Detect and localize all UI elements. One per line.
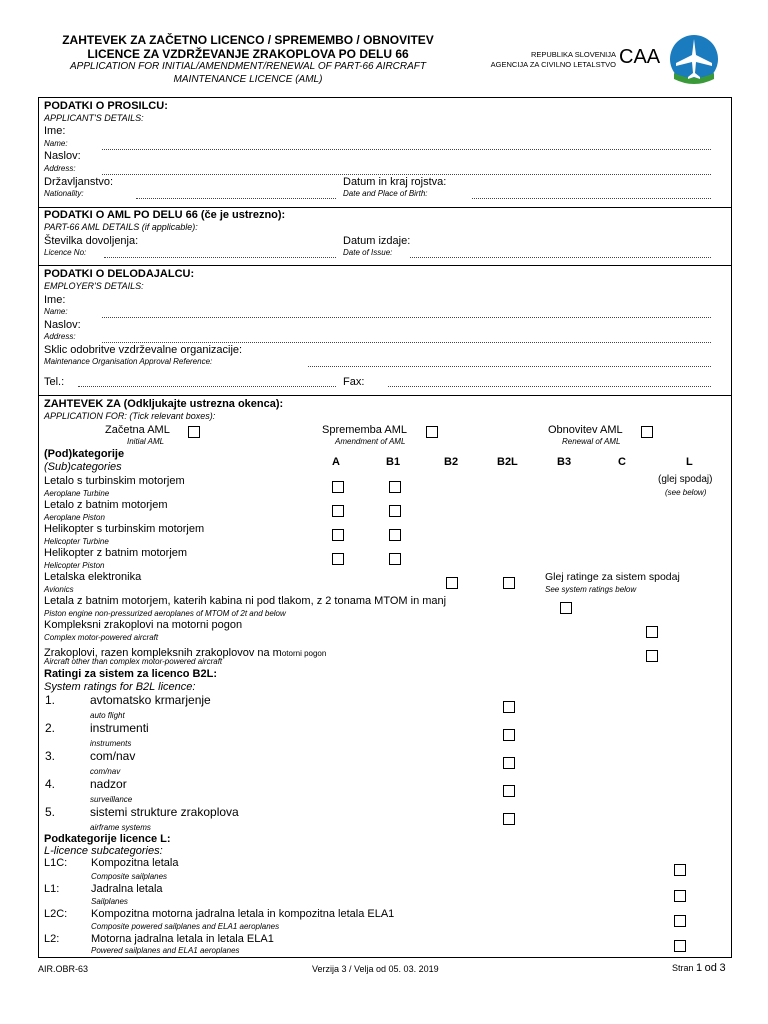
b2l-item-label-en: instruments bbox=[90, 739, 132, 748]
birth-field[interactable] bbox=[472, 198, 711, 199]
row-aeroplane-turbine-label-en: Aeroplane Turbine bbox=[44, 489, 110, 498]
b2l-item-number: 1. bbox=[45, 693, 56, 707]
row-avionics-label-en: Avionics bbox=[44, 585, 74, 594]
applicant-name-field[interactable] bbox=[102, 149, 711, 150]
employer-address-field[interactable] bbox=[102, 342, 711, 343]
row-avionics-label: Letalska elektronika bbox=[44, 571, 142, 583]
b2l-item-label: avtomatsko krmarjenje bbox=[90, 693, 211, 707]
issue-date-field[interactable] bbox=[410, 257, 711, 258]
a-helicopter-piston-checkbox[interactable] bbox=[332, 553, 344, 565]
b2l-item-label: com/nav bbox=[90, 749, 136, 763]
column-header-b2l: B2L bbox=[497, 456, 518, 468]
nationality-field[interactable] bbox=[136, 198, 336, 199]
b2l-item-label: nadzor bbox=[90, 777, 127, 791]
row-other-aircraft-label: Zrakoplovi, razen kompleksnih zrakoplovov na motorni pogon bbox=[44, 647, 327, 659]
a-aeroplane-turbine-checkbox[interactable] bbox=[332, 481, 344, 493]
applicant-address-label: Naslov: bbox=[44, 150, 81, 162]
l-sub-code: L1C: bbox=[44, 857, 68, 869]
employer-name-label: Ime: bbox=[44, 294, 66, 306]
employer-address-label-en: Address: bbox=[44, 332, 76, 341]
see-below-label-en: (see below) bbox=[665, 488, 707, 497]
b2l-title: Ratingi za sistem za licenco B2L: bbox=[44, 668, 217, 680]
b2l-item-label-en: surveillance bbox=[90, 795, 133, 804]
tel-field[interactable] bbox=[78, 386, 336, 387]
issue-date-label: Datum izdaje: bbox=[343, 235, 411, 247]
b2l-item-number: 4. bbox=[45, 777, 56, 791]
column-header-l: L bbox=[686, 456, 693, 468]
b1-helicopter-piston-checkbox[interactable] bbox=[389, 553, 401, 565]
column-header-a: A bbox=[332, 456, 340, 468]
row-aeroplane-turbine-label: Letalo s turbinskim motorjem bbox=[44, 475, 185, 487]
b2l-instruments-checkbox[interactable] bbox=[503, 729, 515, 741]
employer-title: PODATKI O DELODAJALCU: bbox=[44, 268, 195, 280]
row-other-aircraft-label-en: Aircraft other than complex motor-powered aircraft bbox=[44, 657, 223, 666]
b2l-item-number: 3. bbox=[45, 749, 56, 763]
applicant-name-label: Ime: bbox=[44, 125, 66, 137]
subtitle-line-2: MAINTENANCE LICENCE (AML) bbox=[173, 74, 323, 85]
column-header-b1: B1 bbox=[386, 456, 401, 468]
l1-checkbox[interactable] bbox=[674, 890, 686, 902]
row-aeroplane-piston-label-en: Aeroplane Piston bbox=[44, 513, 105, 522]
initial-aml-label-en: Initial AML bbox=[127, 437, 165, 446]
licence-no-label: Številka dovoljenja: bbox=[44, 235, 139, 247]
row-complex-aircraft-label: Kompleksni zrakoplovi na motorni pogon bbox=[44, 619, 243, 631]
version-label: Verzija 3 / Velja od 05. 03. 2019 bbox=[312, 964, 439, 974]
subcategories-title: (Pod)kategorije bbox=[44, 448, 125, 460]
row-helicopter-turbine-label: Helikopter s turbinskim motorjem bbox=[44, 523, 205, 535]
employer-title-en: EMPLOYER'S DETAILS: bbox=[44, 281, 144, 291]
applicant-name-label-en: Name: bbox=[44, 139, 68, 148]
logo-text: CAA bbox=[619, 46, 661, 68]
aml-title-en: PART-66 AML DETAILS (if applicable): bbox=[44, 222, 198, 232]
logo-line-2: AGENCIJA ZA CIVILNO LETALSTVO bbox=[490, 60, 616, 69]
l-sub-label: Motorna jadralna letala in letala ELA1 bbox=[91, 933, 274, 945]
application-title-en: APPLICATION FOR: (Tick relevant boxes): bbox=[44, 411, 216, 421]
employer-name-field[interactable] bbox=[102, 317, 711, 318]
row-complex-aircraft-label-en: Complex motor-powered aircraft bbox=[44, 633, 159, 642]
approval-ref-label-en: Maintenance Organisation Approval Reference: bbox=[44, 357, 213, 366]
birth-label: Datum in kraj rojstva: bbox=[343, 176, 447, 188]
renew-aml-label: Obnovitev AML bbox=[548, 424, 623, 436]
l-sub-label: Kompozitna letala bbox=[91, 857, 179, 869]
l-sub-label: Kompozitna motorna jadralna letala in kompozitna letala ELA1 bbox=[91, 908, 395, 920]
b2l-airframe-systems-checkbox[interactable] bbox=[503, 813, 515, 825]
issue-date-label-en: Date of Issue: bbox=[343, 248, 393, 257]
licence-no-field[interactable] bbox=[104, 257, 336, 258]
l2-checkbox[interactable] bbox=[674, 940, 686, 952]
section-divider bbox=[38, 395, 732, 396]
row-helicopter-turbine-label-en: Helicopter Turbine bbox=[44, 537, 109, 546]
system-note-label: Glej ratinge za sistem spodaj bbox=[545, 571, 680, 583]
form-id: AIR.OBR-63 bbox=[38, 964, 89, 974]
fax-label: Fax: bbox=[343, 376, 365, 388]
b2l-item-label: sistemi strukture zrakoplova bbox=[90, 805, 239, 819]
l-sub-label: Jadralna letala bbox=[91, 883, 163, 895]
b1-helicopter-turbine-checkbox[interactable] bbox=[389, 529, 401, 541]
licence-no-label-en: Licence No: bbox=[44, 248, 87, 257]
renew-aml-label-en: Renewal of AML bbox=[562, 437, 621, 446]
subtitle-line-1: APPLICATION FOR INITIAL/AMENDMENT/RENEWAL OF PART-66 AIRCRAFT bbox=[70, 61, 426, 72]
l-sub-label-en: Sailplanes bbox=[91, 897, 128, 906]
b2l-surveillance-checkbox[interactable] bbox=[503, 785, 515, 797]
l-sub-title-en: L-licence subcategories: bbox=[44, 845, 163, 857]
title-line-2: LICENCE ZA VZDRŽEVANJE ZRAKOPLOVA PO DELU 66 bbox=[87, 47, 409, 61]
subcategories-title-en: (Sub)categories bbox=[44, 461, 122, 473]
column-header-c: C bbox=[618, 456, 626, 468]
title-line-1: ZAHTEVEK ZA ZAČETNO LICENCO / SPREMEMBO / OBNOVITEV bbox=[62, 33, 434, 47]
b2l-item-label: instrumenti bbox=[90, 721, 149, 735]
l2c-checkbox[interactable] bbox=[674, 915, 686, 927]
section-divider bbox=[38, 207, 732, 208]
nationality-label-en: Nationality: bbox=[44, 189, 84, 198]
b1-aeroplane-piston-checkbox[interactable] bbox=[389, 505, 401, 517]
c-complex-aircraft-checkbox[interactable] bbox=[646, 626, 658, 638]
nationality-label: Državljanstvo: bbox=[44, 176, 114, 188]
row-helicopter-piston-label-en: Helicopter Piston bbox=[44, 561, 105, 570]
amend-aml-label-en: Amendment of AML bbox=[335, 437, 406, 446]
l1c-checkbox[interactable] bbox=[674, 864, 686, 876]
b3-piston-non-pressurized-checkbox[interactable] bbox=[560, 602, 572, 614]
l-sub-code: L2C: bbox=[44, 908, 68, 920]
c-other-aircraft-checkbox[interactable] bbox=[646, 650, 658, 662]
b2l-avionics-checkbox[interactable] bbox=[503, 577, 515, 589]
see-below-label: (glej spodaj) bbox=[658, 474, 713, 485]
b2-avionics-checkbox[interactable] bbox=[446, 577, 458, 589]
row-piston-non-pressurized-label-en: Piston engine non-pressurized aeroplanes of MTOM of 2t and below bbox=[44, 609, 286, 618]
tel-label: Tel.: bbox=[44, 376, 65, 388]
fax-field[interactable] bbox=[388, 386, 711, 387]
a-aeroplane-piston-checkbox[interactable] bbox=[332, 505, 344, 517]
applicant-address-field[interactable] bbox=[102, 174, 711, 175]
airplane-logo-icon bbox=[666, 33, 722, 85]
applicant-address-label-en: Address: bbox=[44, 164, 76, 173]
column-header-b3: B3 bbox=[557, 456, 572, 468]
column-header-b2: B2 bbox=[444, 456, 459, 468]
b2l-item-label-en: auto flight bbox=[90, 711, 125, 720]
row-piston-non-pressurized-label: Letala z batnim motorjem, katerih kabina ni pod tlakom, z 2 tonama MTOM in manj bbox=[44, 595, 447, 607]
b2l-item-label-en: com/nav bbox=[90, 767, 121, 776]
l-sub-label-en: Composite powered sailplanes and ELA1 aeroplanes bbox=[91, 922, 280, 931]
b2l-com-nav-checkbox[interactable] bbox=[503, 757, 515, 769]
b2l-item-label-en: airframe systems bbox=[90, 823, 151, 832]
amend-aml-checkbox[interactable] bbox=[426, 426, 438, 438]
aml-title: PODATKI O AML PO DELU 66 (če je ustrezno): bbox=[44, 209, 286, 221]
b1-aeroplane-turbine-checkbox[interactable] bbox=[389, 481, 401, 493]
b2l-item-number: 2. bbox=[45, 721, 56, 735]
approval-ref-label: Sklic odobritve vzdrževalne organizacije: bbox=[44, 344, 243, 356]
row-aeroplane-piston-label: Letalo z batnim motorjem bbox=[44, 499, 168, 511]
section-divider bbox=[38, 265, 732, 266]
b2l-auto-flight-checkbox[interactable] bbox=[503, 701, 515, 713]
row-helicopter-piston-label: Helikopter z batnim motorjem bbox=[44, 547, 188, 559]
initial-aml-checkbox[interactable] bbox=[188, 426, 200, 438]
applicant-title: PODATKI O PROSILCU: bbox=[44, 100, 168, 112]
page-indicator: Stran 1 od 3 bbox=[672, 962, 726, 974]
l-sub-code: L2: bbox=[44, 933, 60, 945]
initial-aml-label: Začetna AML bbox=[105, 424, 170, 436]
a-helicopter-turbine-checkbox[interactable] bbox=[332, 529, 344, 541]
l-sub-label-en: Composite sailplanes bbox=[91, 872, 168, 881]
employer-address-label: Naslov: bbox=[44, 319, 81, 331]
b2l-item-number: 5. bbox=[45, 805, 56, 819]
amend-aml-label: Sprememba AML bbox=[322, 424, 407, 436]
l-sub-label-en: Powered sailplanes and ELA1 aeroplanes bbox=[91, 946, 240, 955]
approval-ref-field[interactable] bbox=[308, 366, 711, 367]
renew-aml-checkbox[interactable] bbox=[641, 426, 653, 438]
birth-label-en: Date and Place of Birth: bbox=[343, 189, 428, 198]
l-sub-title: Podkategorije licence L: bbox=[44, 833, 171, 845]
b2l-title-en: System ratings for B2L licence: bbox=[44, 681, 196, 693]
logo-line-1: REPUBLIKA SLOVENIJA bbox=[530, 50, 616, 59]
employer-name-label-en: Name: bbox=[44, 307, 68, 316]
system-note-label-en: See system ratings below bbox=[545, 585, 637, 594]
application-title: ZAHTEVEK ZA (Odkljukajte ustrezna okenca): bbox=[44, 398, 284, 410]
l-sub-code: L1: bbox=[44, 883, 60, 895]
applicant-title-en: APPLICANT'S DETAILS: bbox=[44, 113, 144, 123]
